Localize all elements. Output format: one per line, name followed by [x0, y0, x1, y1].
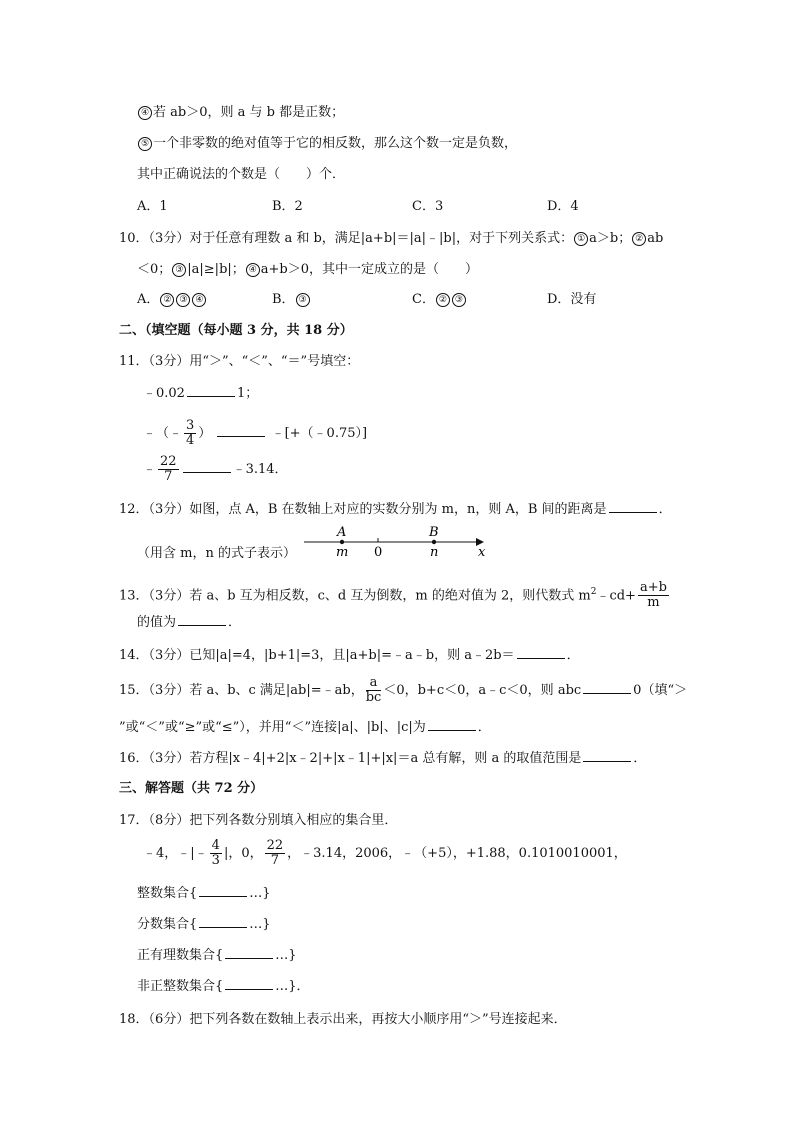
q16-question: 16．（3分）若方程|x﹣4|+2|x﹣2|+|x﹣1|+|x|＝a 总有解，则 a 的取值范围是 — [119, 751, 582, 766]
q11-line3 — [143, 452, 288, 488]
q11-item-1-right: 1； — [236, 386, 259, 401]
q11-item-2-paren: ） — [198, 426, 212, 441]
q13-line1 — [119, 574, 671, 614]
circle-number-5: ⑤ — [138, 137, 152, 151]
section-2-heading: 二、（填空题（每小题 3 分，共 18 分） — [119, 323, 353, 338]
fraction-denominator: 4 — [186, 433, 195, 448]
answer-blank[interactable] — [609, 500, 657, 513]
q11-head: 11．（3分）用“＞”、“＜”、“＝”号填空： — [119, 354, 360, 369]
q17-numbers-part-1: ﹣4，﹣|﹣ — [143, 846, 208, 861]
q16-text — [119, 749, 646, 768]
circle-number-1: ① — [574, 232, 588, 246]
answer-blank[interactable] — [178, 613, 226, 626]
q11-item-3: ﹣ — [143, 462, 157, 477]
q13-end: ． — [228, 615, 242, 630]
set-integers — [137, 884, 271, 903]
answer-blank[interactable] — [199, 915, 247, 928]
q10-option-a — [137, 291, 207, 309]
q15-order-instruction: ”或“＜”或“≥”或“≤”），并用“＜”连接|a|、|b|、|c|为 — [119, 720, 426, 735]
q10-option-b — [272, 291, 311, 309]
q15-fill-hint: 0（填“＞ — [633, 683, 688, 698]
fraction-denominator: 7 — [164, 469, 173, 484]
label-m: m — [336, 545, 349, 560]
circle-number-2: ② — [160, 293, 174, 307]
q18-text: 18．（6分）把下列各数在数轴上表示出来，再按大小顺序用“＞”号连接起来． — [119, 1012, 567, 1027]
q10-text: 对于任意有理数 a 和 b，满足|a+b|＝|a|﹣|b|，对于下列关系式： — [189, 231, 574, 246]
fraction-numerator: 22 — [266, 838, 284, 853]
exponent: 2 — [590, 587, 597, 597]
statement-4-text: 若 ab＞0，则 a 与 b 都是正数； — [153, 105, 345, 120]
q10-line1 — [119, 230, 663, 248]
q10-option-c — [412, 291, 467, 309]
q9-prompt: 其中正确说法的个数是（ ）个． — [137, 167, 346, 182]
q14-end: ． — [566, 648, 580, 663]
q13-expression: ﹣cd+ — [596, 588, 636, 604]
label-n: n — [430, 545, 439, 560]
q12-end: ． — [658, 502, 672, 517]
option-label: B． — [272, 292, 295, 307]
circle-number-4: ④ — [138, 106, 152, 120]
circle-number-4: ④ — [192, 293, 206, 307]
q13-line2 — [137, 613, 241, 632]
q14-text — [119, 646, 580, 665]
q11-item-1: ﹣0.02 — [143, 386, 185, 401]
q10-line2 — [137, 261, 478, 279]
q9-option-c: C．3 — [412, 199, 444, 214]
set-close: …} — [249, 886, 271, 901]
circle-number-3: ③ — [172, 263, 186, 277]
q10-relation-2-end: ＜0； — [137, 262, 172, 277]
q17-numbers — [143, 836, 627, 872]
point-b-dot — [432, 540, 436, 544]
label-x: x — [478, 545, 486, 560]
statement-5-text: 一个非零数的绝对值等于它的相反数，那么这个数一定是负数， — [153, 136, 518, 151]
q14-question: 14．（3分）已知|a|=4，|b+1|=3，且|a+b|=﹣a﹣b，则 a﹣2b＝ — [119, 648, 515, 663]
answer-blank[interactable] — [225, 977, 273, 990]
set-fractions — [137, 915, 271, 934]
set-close: …}． — [275, 979, 310, 994]
label-zero: 0 — [374, 545, 383, 560]
q11-line2 — [143, 416, 367, 452]
answer-blank[interactable] — [217, 424, 265, 437]
set-positive-rationals-label: 正有理数集合{ — [137, 948, 224, 963]
circle-number-2: ② — [632, 232, 646, 246]
q15-conditions: ＜0，b+c＜0，a﹣c＜0，则 abc — [383, 683, 582, 698]
option-label: A． — [137, 292, 160, 307]
q13-question: 13．（3分）若 a、b 互为相反数，c、d 互为倒数，m 的绝对值为 2，则代数式 m — [119, 588, 591, 604]
set-close: …} — [249, 917, 271, 932]
set-close: …} — [275, 948, 297, 963]
q9-option-b: B．2 — [272, 199, 303, 214]
fraction-denominator: 7 — [270, 853, 279, 868]
q15-question: 15．（3分）若 a、b、c 满足|ab|=﹣ab， — [119, 683, 364, 698]
number-line-figure — [300, 522, 500, 562]
fraction — [158, 455, 179, 484]
fraction-numerator: 22 — [160, 454, 177, 469]
q13-value-label: 的值为 — [137, 615, 177, 630]
q9-option-a: A．1 — [137, 199, 168, 214]
fraction-numerator: a — [366, 676, 382, 691]
q12-question: 12．（3分）如图，点 A，B 在数轴上对应的实数分别为 m，n，则 A，B 间的距离是 — [119, 502, 607, 517]
circle-number-2: ② — [436, 293, 450, 307]
q15-line2 — [119, 718, 491, 737]
option-label: C． — [412, 292, 435, 307]
q10-score: （3分） — [148, 231, 190, 246]
set-fractions-label: 分数集合{ — [137, 917, 198, 932]
statement-4 — [137, 104, 344, 122]
fraction-denominator: bc — [365, 690, 382, 705]
set-positive-rationals — [137, 946, 297, 965]
circle-number-4: ④ — [246, 263, 260, 277]
fraction — [184, 419, 196, 448]
q16-end: ． — [633, 751, 647, 766]
fraction — [366, 676, 382, 705]
statement-5 — [137, 135, 517, 153]
fraction — [210, 839, 222, 868]
fraction — [265, 839, 286, 868]
answer-blank[interactable] — [199, 884, 247, 897]
answer-blank[interactable] — [225, 946, 273, 959]
q9-option-d: D．4 — [547, 199, 579, 214]
fraction-numerator: 4 — [211, 838, 220, 853]
set-integers-label: 整数集合{ — [137, 886, 198, 901]
q10-relation-3: |a|≥|b|； — [187, 262, 245, 277]
answer-blank[interactable] — [428, 718, 476, 731]
answer-blank[interactable] — [583, 749, 631, 762]
q17-head: 17．（8分）把下列各数分别填入相应的集合里． — [119, 813, 398, 828]
set-nonpositive-integers-label: 非正整数集合{ — [137, 979, 224, 994]
q11-line1 — [143, 384, 258, 403]
label-b: B — [429, 525, 439, 540]
q15-line1 — [119, 673, 687, 709]
q11-item-3-right: ﹣3.14． — [232, 462, 288, 477]
fraction-numerator: a+b — [639, 580, 667, 596]
circle-number-3: ③ — [176, 293, 190, 307]
q10-relation-2: ab — [647, 231, 664, 246]
label-a: A — [337, 525, 347, 540]
q17-numbers-part-3: ，﹣3.14，2006，﹣（+5），+1.88，0.1010010001， — [287, 846, 627, 861]
q10-option-d: D．没有 — [547, 292, 597, 307]
answer-blank[interactable] — [187, 384, 235, 397]
section-3-heading: 三、解答题（共 72 分） — [119, 781, 264, 796]
fraction-denominator: m — [647, 595, 660, 611]
q11-item-2: ﹣（﹣ — [143, 426, 183, 441]
answer-blank[interactable] — [517, 646, 565, 659]
answer-blank[interactable] — [183, 460, 231, 473]
circle-number-3: ③ — [296, 293, 310, 307]
q10-relation-1: a＞b； — [589, 231, 632, 246]
q12-note: （用含 m，n 的式子表示） — [137, 546, 296, 561]
fraction-numerator: 3 — [186, 418, 195, 433]
q15-end: ． — [477, 720, 491, 735]
q10-relation-4: a+b＞0，其中一定成立的是（ ） — [260, 262, 479, 277]
answer-blank[interactable] — [583, 681, 631, 694]
fraction — [638, 581, 669, 610]
q12-text — [119, 500, 672, 519]
q11-item-2-right: ﹣[+（﹣0.75）] — [271, 426, 368, 441]
point-a-dot — [340, 540, 344, 544]
q10-number: 10． — [119, 231, 149, 246]
fraction-denominator: 3 — [211, 853, 220, 868]
circle-number-3: ③ — [452, 293, 466, 307]
q17-numbers-part-2: |，0， — [223, 846, 263, 861]
set-nonpositive-integers — [137, 977, 310, 996]
